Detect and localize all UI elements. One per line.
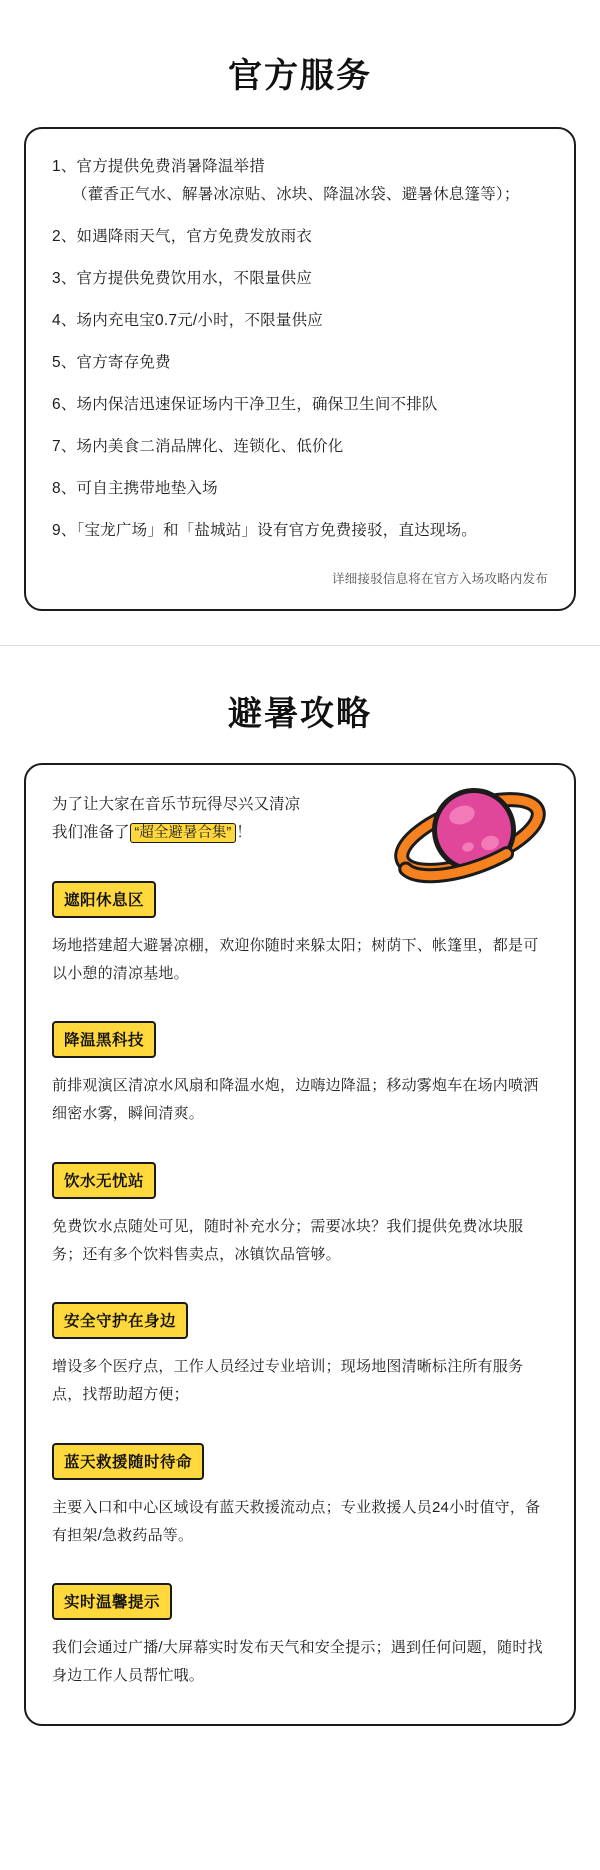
guide-intro-line2 <box>52 819 352 847</box>
list-item: 6、场内保洁迅速保证场内干净卫生，确保卫生间不排队 <box>52 396 438 414</box>
page-title-guide: 避暑攻略 <box>228 695 372 734</box>
shuttle-note: 详细接驳信息将在官方入场攻略内发布 <box>332 572 548 587</box>
guide-block-realtime-tips <box>52 1583 548 1690</box>
block-tag: 蓝天救援随时待命 <box>52 1443 204 1480</box>
official-services-title-wrap <box>0 0 600 127</box>
block-text: 免费饮水点随处可见，随时补充水分；需要冰块？我们提供免费冰块服务；还有多个饮料售卖点，冰镇饮品管够。 <box>52 1217 524 1263</box>
guide-block-water <box>52 1162 548 1269</box>
guide-block-rescue <box>52 1443 548 1550</box>
guide-intro-highlight: “超全避暑合集” <box>130 823 237 843</box>
summer-guide-card <box>24 763 576 1726</box>
list-item: 5、官方寄存免费 <box>52 354 171 372</box>
list-item: 8、可自主携带地垫入场 <box>52 480 218 498</box>
block-text: 增设多个医疗点，工作人员经过专业培训；现场地图清晰标注所有服务点，找帮助超方便； <box>52 1358 524 1404</box>
block-text: 主要入口和中心区域设有蓝天救援流动点；专业救援人员24小时值守，备有担架/急救药品等。 <box>52 1498 541 1544</box>
guide-block-shade <box>52 881 548 988</box>
guide-intro-suffix: ！ <box>236 824 252 842</box>
block-text: 前排观演区清凉水风扇和降温水炮，边嗨边降温；移动雾炮车在场内喷洒细密水雾，瞬间清爽。 <box>52 1077 539 1123</box>
guide-block-cooling-tech <box>52 1021 548 1128</box>
list-item: 3、官方提供免费饮用水，不限量供应 <box>52 270 313 288</box>
block-tag: 安全守护在身边 <box>52 1302 188 1339</box>
guide-title-wrap <box>0 646 600 763</box>
list-item-main: 1、官方提供免费消暑降温举措 <box>52 158 265 175</box>
block-tag: 实时温馨提示 <box>52 1583 172 1620</box>
block-tag: 饮水无忧站 <box>52 1162 156 1199</box>
guide-intro-line1: 为了让大家在音乐节玩得尽兴又清凉 <box>52 796 301 814</box>
official-services-card <box>24 127 576 611</box>
block-text: 我们会通过广播/大屏幕实时发布天气和安全提示；遇到任何问题，随时找身边工作人员帮忙哦。 <box>52 1639 543 1685</box>
official-services-list <box>52 155 548 543</box>
list-item: 7、场内美食二消品牌化、连锁化、低价化 <box>52 438 344 456</box>
guide-intro-prefix: 我们准备了 <box>52 824 130 842</box>
list-item: 9、「宝龙广场」和「盐城站」设有官方免费接驳，直达现场。 <box>52 522 477 540</box>
list-item: 2、如遇降雨天气，官方免费发放雨衣 <box>52 228 313 246</box>
block-tag: 遮阳休息区 <box>52 881 156 918</box>
guide-block-safety <box>52 1302 548 1409</box>
list-item: 4、场内充电宝0.7元/小时，不限量供应 <box>52 312 323 330</box>
list-item <box>52 155 548 207</box>
page-title-official: 官方服务 <box>228 57 372 95</box>
block-tag: 降温黑科技 <box>52 1021 156 1058</box>
block-text: 场地搭建超大避暑凉棚，欢迎你随时来躲太阳；树荫下、帐篷里，都是可以小憩的清凉基地。 <box>52 936 539 982</box>
list-item-sub: （藿香正气水、解暑冰凉贴、冰块、降温冰袋、避暑休息篷等）； <box>72 186 520 204</box>
guide-intro <box>52 791 352 847</box>
